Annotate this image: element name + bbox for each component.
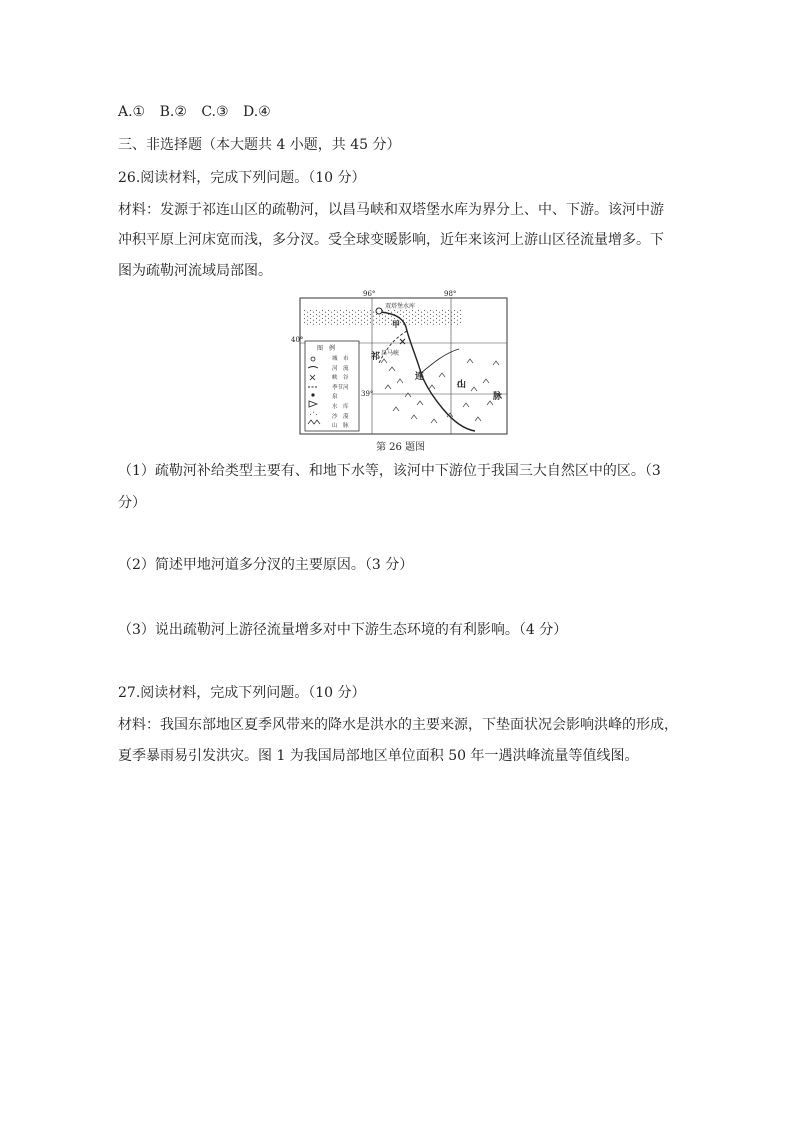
lon-label-96: 96° xyxy=(363,290,376,298)
section-heading: 三、非选择题（本大题共 4 小题，共 45 分） xyxy=(118,137,401,153)
legend-item-reservoir: 水 库 xyxy=(332,403,349,410)
lian-label: 连 xyxy=(415,372,425,382)
qi-label: 祁 xyxy=(371,352,381,362)
q26-title: 26.阅读材料，完成下列问题。（10 分） xyxy=(118,170,366,186)
reservoir-label: 双塔堡水库 xyxy=(385,303,416,310)
legend-item-city: 城 市 xyxy=(332,356,349,362)
legend-item-gorge: 峡 谷 xyxy=(332,375,349,382)
legend-item-desert: 沙 漠 xyxy=(332,413,349,420)
q27-title: 27.阅读材料，完成下列问题。（10 分） xyxy=(118,685,366,701)
q26-material-line-2: 冲积平原上河床宽而浅，多分汊。受全球变暖影响，近年来该河上游山区径流量增多。下 xyxy=(118,232,664,248)
answer-options xyxy=(118,103,281,121)
q27-material-line-2: 夏季暴雨易引发洪灾。图 1 为我国局部地区单位面积 50 年一遇洪峰流量等值线图。 xyxy=(118,748,639,764)
q27-material-line-1: 材料：我国东部地区夏季风带来的降水是洪水的主要来源，下垫面状况会影响洪峰的形成， xyxy=(118,717,678,733)
shule-river-map xyxy=(291,290,509,437)
option-b: B.② xyxy=(159,104,187,120)
map-svg xyxy=(297,293,509,437)
option-d: D.④ xyxy=(243,104,271,120)
legend-items xyxy=(332,355,349,432)
lat-label-40: 40° xyxy=(291,336,304,344)
legend-item-mountain: 山 脉 xyxy=(332,423,349,430)
gorge-label: 昌马峡 xyxy=(381,350,400,357)
q26-sub1-line-1: （1）疏勒河补给类型主要有、和地下水等，该河中下游位于我国三大自然区中的区。（3 xyxy=(118,463,661,479)
mai-label: 脉 xyxy=(493,392,503,402)
q26-material-line-3: 图为疏勒河流域局部图。 xyxy=(118,263,272,279)
lat-label-39: 39° xyxy=(361,390,374,398)
q26-sub2: （2）简述甲地河道多分汊的主要原因。（3 分） xyxy=(118,557,414,573)
city-symbol xyxy=(376,308,382,314)
map-caption: 第 26 题图 xyxy=(376,442,426,453)
jia-label: 甲 xyxy=(392,319,400,329)
q26-sub3: （3）说出疏勒河上游径流量增多对中下游生态环境的有利影响。（4 分） xyxy=(118,622,568,638)
lon-label-98: 98° xyxy=(444,290,457,298)
legend-item-spring: 泉 xyxy=(332,394,338,401)
legend-item-seasonal-river: 季节河 xyxy=(332,384,349,391)
option-c: C.③ xyxy=(201,104,229,120)
legend-item-river: 河 流 xyxy=(332,365,349,372)
desert-area xyxy=(303,309,463,326)
option-a: A.① xyxy=(118,104,146,120)
q26-sub1-line-2: 分） xyxy=(118,495,146,511)
legend-title: 图 例 xyxy=(317,345,336,352)
shan-label: 山 xyxy=(457,380,467,390)
q26-material-line-1: 材料：发源于祁连山区的疏勒河，以昌马峡和双塔堡水库为界分上、中、下游。该河中游 xyxy=(118,202,664,218)
